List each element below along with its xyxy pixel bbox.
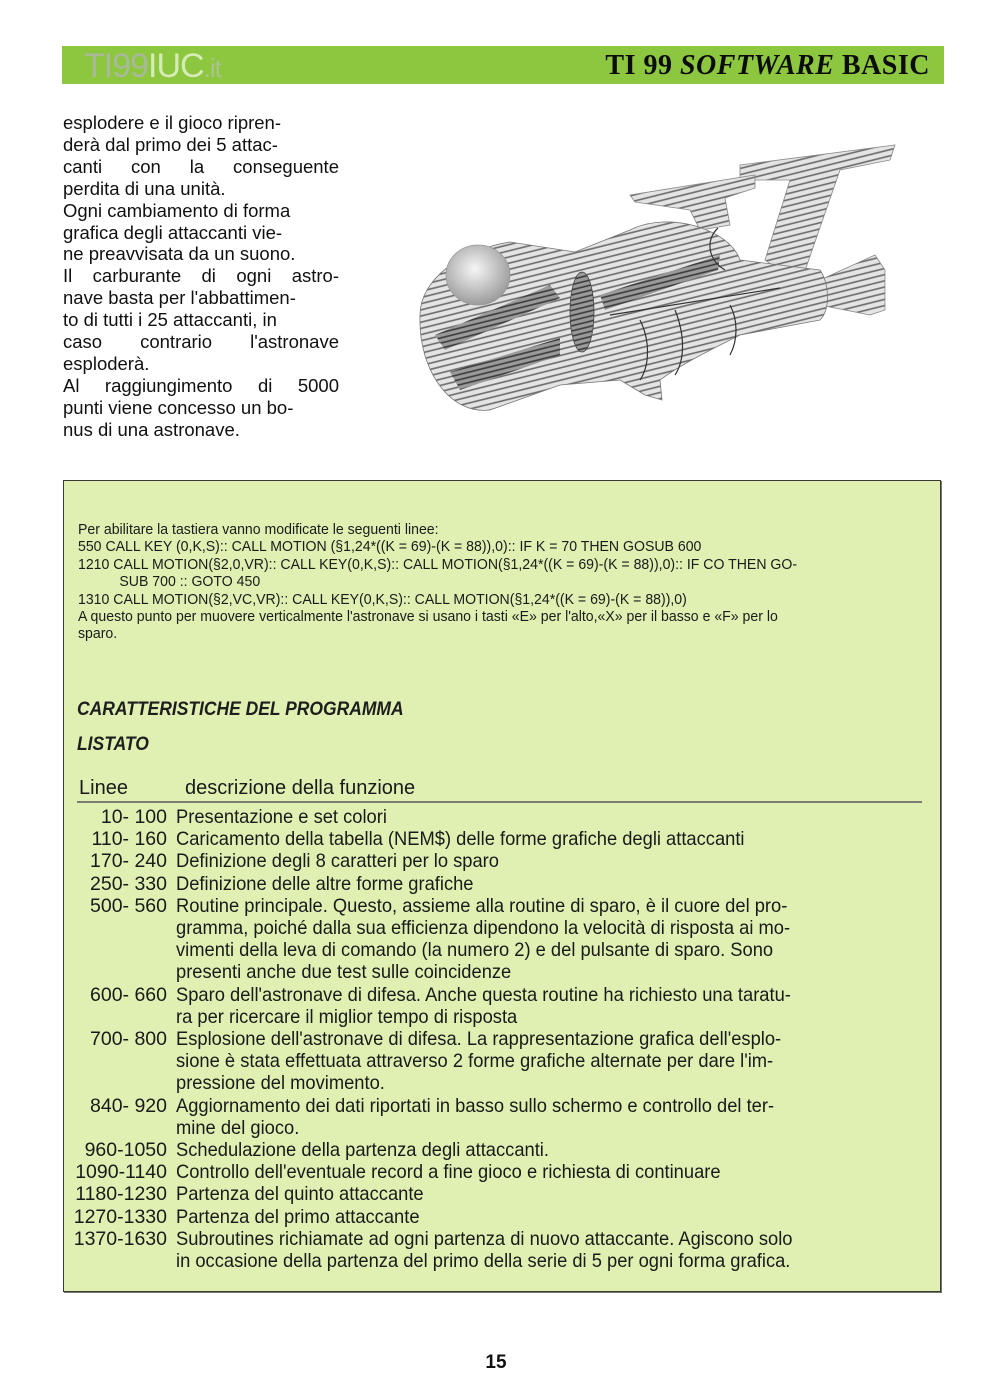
series-title — [605, 46, 930, 86]
row-description — [176, 828, 923, 850]
description-line: Esplosione dell'astronave di difesa. La rappresentazione grafica dell'esplo- — [176, 1028, 782, 1051]
code-line-550: 550 CALL KEY (0,K,S):: CALL MOTION (§1,24*((K = 69)-(K = 88)),0):: IF K = 70 THEN GOSUB 600 — [78, 538, 702, 556]
line-range: 500- 560 — [90, 894, 167, 917]
description-line: Presentazione e set colori — [176, 806, 387, 828]
logo-part-2: IUC — [148, 47, 204, 85]
column-header-lines: Linee — [79, 777, 128, 799]
keyboard-modification-note — [78, 521, 933, 643]
description-line: pressione del movimento. — [176, 1072, 385, 1095]
description-line: mine del gioco. — [176, 1116, 300, 1139]
series-title-prefix: TI 99 — [605, 50, 673, 81]
description-line: Routine principale. Questo, assieme alla routine di sparo, è il cuore del pro- — [176, 894, 788, 917]
description-line: Definizione delle altre forme grafiche — [176, 872, 474, 895]
code-line-1210: 1210 CALL MOTION(§2,0,VR):: CALL KEY(0,K,S):: CALL MOTION(§1,24*((K = 69)-(K = 88)),0):: IF CO THEN GO- — [78, 555, 798, 573]
description-line: Subroutines richiamate ad ogni partenza di nuovo attaccante. Agiscono solo — [176, 1227, 793, 1250]
keyboard-note-intro: Per abilitare la tastiera vanno modificate le seguenti linee: — [78, 521, 439, 538]
row-description — [176, 1095, 923, 1139]
table-row — [64, 1028, 940, 1095]
intro-line: ne preavvisata da un suono. — [63, 243, 296, 265]
table-row — [64, 1228, 940, 1272]
line-range: 110- 160 — [91, 828, 167, 851]
intro-line: punti viene concesso un bo- — [63, 396, 294, 418]
section-title: CARATTERISTICHE DEL PROGRAMMA — [77, 699, 404, 720]
intro-line: esploderà. — [63, 352, 150, 374]
table-row — [64, 984, 940, 1028]
line-range: 1180-1230 — [75, 1183, 167, 1206]
keyboard-note-instructions-cont: sparo. — [78, 625, 118, 643]
listing-table-header — [77, 777, 922, 803]
table-row — [64, 828, 940, 850]
row-description — [176, 1139, 923, 1161]
intro-line: Il carburante di ogni astro- — [63, 265, 339, 287]
description-line: ra per ricercare il miglior tempo di risposta — [176, 1005, 518, 1028]
intro-line: Al raggiungimento di 5000 — [63, 374, 339, 396]
intro-text — [63, 112, 339, 441]
subsection-title: LISTATO — [77, 734, 149, 755]
row-description — [176, 873, 923, 895]
intro-line: canti con la conseguente — [63, 155, 339, 177]
intro-line: esplodere e il gioco ripren- — [63, 112, 282, 133]
description-line: sione è stata effettuata attraverso 2 forme grafiche alternate per dare l'im- — [176, 1050, 774, 1073]
description-line: vimenti della leva di comando (la numero 2) e del pulsante di sparo. Sono — [176, 939, 774, 962]
row-description — [176, 1206, 923, 1228]
line-range: 960-1050 — [84, 1139, 167, 1162]
line-range: 250- 330 — [90, 872, 167, 895]
logo-part-3: .it — [203, 53, 221, 83]
row-description — [176, 1028, 923, 1095]
row-description — [176, 1228, 923, 1272]
table-row — [64, 850, 940, 872]
column-header-description: descrizione della funzione — [185, 777, 416, 799]
intro-line: to di tutti i 25 attaccanti, in — [63, 309, 277, 331]
table-row — [64, 1095, 940, 1139]
table-row — [64, 1206, 940, 1228]
line-range: 1090-1140 — [75, 1161, 167, 1184]
table-row — [64, 1139, 940, 1161]
table-row — [64, 1161, 940, 1183]
intro-line: grafica degli attaccanti vie- — [63, 221, 283, 243]
description-line: Aggiornamento dei dati riportati in basso sullo schermo e controllo del ter- — [176, 1094, 775, 1117]
site-logo — [84, 47, 221, 87]
row-description — [176, 850, 923, 872]
description-line: Partenza del quinto attaccante — [176, 1183, 424, 1206]
intro-line: caso contrario l'astronave — [63, 331, 339, 353]
description-line: Caricamento della tabella (NEM$) delle forme grafiche degli attaccanti — [176, 828, 745, 851]
description-line: in occasione della partenza del primo della serie di 5 per ogni forma grafica. — [176, 1250, 791, 1273]
description-line: presenti anche due test sulle coincidenze — [176, 961, 512, 984]
row-description — [176, 984, 923, 1028]
line-range: 1370-1630 — [73, 1227, 167, 1250]
description-line: Schedulazione della partenza degli attaccanti. — [176, 1139, 549, 1162]
page-number: 15 — [485, 1352, 507, 1373]
description-line: Controllo dell'eventuale record a fine gioco e richiesta di continuare — [176, 1161, 721, 1184]
row-description — [176, 806, 923, 828]
line-range: 1270-1330 — [73, 1205, 167, 1228]
code-line-1310: 1310 CALL MOTION(§2,VC,VR):: CALL KEY(0,K,S):: CALL MOTION(§1,24*((K = 69)-(K = 88)),0) — [78, 590, 687, 608]
header-bar — [62, 46, 944, 84]
row-description — [176, 1183, 923, 1205]
table-row — [64, 806, 940, 828]
line-range: 600- 660 — [90, 983, 167, 1006]
table-row — [64, 895, 940, 984]
series-title-suffix: BASIC — [841, 50, 930, 81]
description-line: Sparo dell'astronave di difesa. Anche questa routine ha richiesto una taratu- — [176, 983, 791, 1006]
description-line: gramma, poiché dalla sua efficienza dipendono la velocità di risposta ai mo- — [176, 917, 791, 940]
line-range: 840- 920 — [90, 1094, 167, 1117]
keyboard-note-instructions: A questo punto per muovere verticalmente l'astronave si usano i tasti «E» per l'alto,«X» per il basso e «F» per lo — [78, 608, 778, 626]
row-description — [176, 1161, 923, 1183]
code-line-1210-cont: SUB 700 :: GOTO 450 — [119, 573, 261, 591]
description-line: Definizione degli 8 caratteri per lo sparo — [176, 850, 499, 873]
line-range: 700- 800 — [90, 1028, 167, 1051]
intro-line: nave basta per l'abbattimen- — [63, 287, 296, 309]
series-title-italic: SOFTWARE — [679, 50, 835, 81]
intro-line: derà dal primo dei 5 attac- — [63, 133, 278, 155]
description-line: Partenza del primo attaccante — [176, 1205, 420, 1228]
line-range: 10- 100 — [100, 806, 167, 828]
listing-table-body — [64, 806, 940, 1272]
logo-part-1: TI99 — [84, 47, 149, 85]
spaceship-illustration — [400, 110, 960, 430]
row-description — [176, 895, 923, 984]
intro-line: nus di una astronave. — [63, 418, 240, 440]
table-row — [64, 873, 940, 895]
line-range: 170- 240 — [90, 850, 167, 873]
intro-line: Ogni cambiamento di forma — [63, 199, 291, 221]
intro-line: perdita di una unità. — [63, 177, 226, 199]
table-row — [64, 1183, 940, 1205]
program-info-box — [63, 480, 941, 1292]
